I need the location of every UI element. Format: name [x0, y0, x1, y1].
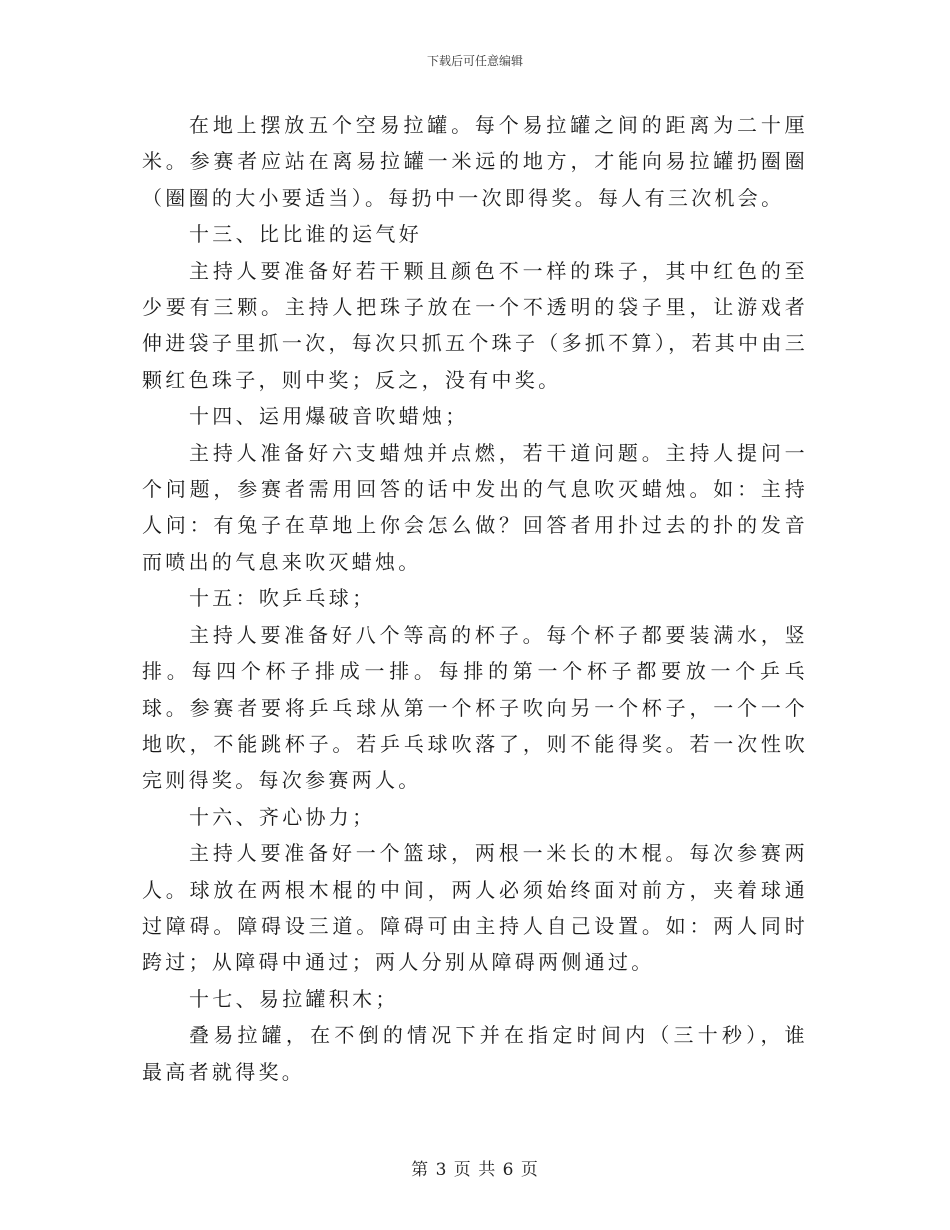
- section-heading: 十五：吹乒乓球；: [189, 586, 376, 611]
- section-heading: 十六、齐心协力；: [189, 804, 376, 829]
- paragraph: 主持人要准备好一个篮球，两根一米长的木棍。每次参赛两人。球放在两根木棍的中间，两人必须始终面对前方，夹着球通过障碍。障碍设三道。障碍可由主持人自己设置。如：两人同时跨过；从障碍中通过；两人分别从障碍两侧通过。: [142, 841, 808, 975]
- document-body: [142, 107, 808, 1090]
- section-heading: 十三、比比谁的运气好: [189, 222, 422, 247]
- page-header: 下载后可任意编辑: [426, 54, 523, 68]
- section-heading: 十四、运用爆破音吹蜡烛；: [189, 404, 469, 429]
- section-heading: 十七、易拉罐积木；: [189, 986, 399, 1011]
- paragraph: 叠易拉罐，在不倒的情况下并在指定时间内（三十秒），谁最高者就得奖。: [142, 1023, 808, 1084]
- paragraph: 在地上摆放五个空易拉罐。每个易拉罐之间的距离为二十厘米。参赛者应站在离易拉罐一米远的地方，才能向易拉罐扔圈圈（圈圈的大小要适当）。每扔中一次即得奖。每人有三次机会。: [142, 113, 808, 210]
- page-number: 第 3 页 共 6 页: [411, 1160, 539, 1180]
- paragraph: 主持人要准备好八个等高的杯子。每个杯子都要装满水，竖排。每四个杯子排成一排。每排的第一个杯子都要放一个乒乓球。参赛者要将乒乓球从第一个杯子吹向另一个杯子，一个一个地吹，不能跳杯子。若乒乓球吹落了，则不能得奖。若一次性吹完则得奖。每次参赛两人。: [142, 622, 808, 793]
- paragraph: 主持人要准备好若干颗且颜色不一样的珠子，其中红色的至少要有三颗。主持人把珠子放在一个不透明的袋子里，让游戏者伸进袋子里抓一次，每次只抓五个珠子（多抓不算），若其中由三颗红色珠子，则中奖；反之，没有中奖。: [142, 258, 808, 392]
- paragraph: 主持人准备好六支蜡烛并点燃，若干道问题。主持人提问一个问题，参赛者需用回答的话中发出的气息吹灭蜡烛。如：主持人问：有兔子在草地上你会怎么做？回答者用扑过去的扑的发音而喷出的气息来吹灭蜡烛。: [142, 440, 808, 574]
